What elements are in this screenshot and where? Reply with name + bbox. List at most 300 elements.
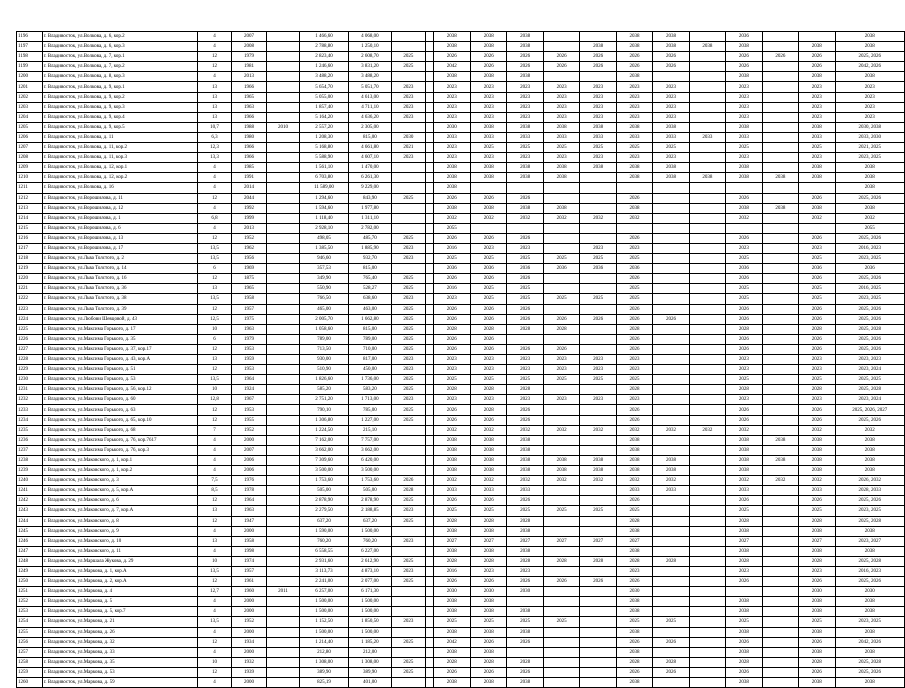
table-row bbox=[17, 122, 905, 132]
table-cell: 2038 bbox=[616, 607, 652, 617]
table-cell bbox=[425, 577, 433, 587]
table-cell: 2023 bbox=[799, 243, 835, 253]
table-cell bbox=[266, 294, 300, 304]
table-cell: 510,90 bbox=[300, 365, 348, 375]
table-cell: 2036 bbox=[726, 264, 762, 274]
table-cell: 212,80 bbox=[300, 647, 348, 657]
table-cell bbox=[543, 607, 579, 617]
table-cell bbox=[266, 425, 300, 435]
table-cell: 12 bbox=[197, 516, 231, 526]
table-cell: 1 385,50 bbox=[300, 243, 348, 253]
table-cell bbox=[653, 506, 689, 516]
row-number-cell: 1237 bbox=[17, 445, 43, 455]
table-cell bbox=[507, 597, 543, 607]
table-cell: 2025, 2026 bbox=[835, 667, 904, 677]
table-cell bbox=[425, 183, 433, 193]
table-cell bbox=[425, 637, 433, 647]
table-cell bbox=[689, 466, 725, 476]
table-cell bbox=[762, 385, 798, 395]
table-cell: 1957 bbox=[232, 566, 267, 576]
table-cell bbox=[507, 223, 543, 233]
table-cell: 2025 bbox=[392, 284, 426, 294]
table-cell bbox=[762, 153, 798, 163]
row-number-cell: 1222 bbox=[17, 294, 43, 304]
table-row bbox=[17, 425, 905, 435]
table-cell: 505,00 bbox=[348, 486, 391, 496]
table-cell: 2026 bbox=[726, 233, 762, 243]
table-cell: 2025 bbox=[726, 254, 762, 264]
table-cell: 2025 bbox=[392, 375, 426, 385]
table-cell bbox=[266, 143, 300, 153]
table-cell: 2038 bbox=[507, 466, 543, 476]
table-cell: 2038 bbox=[507, 42, 543, 52]
table-cell: 2026 bbox=[653, 314, 689, 324]
table-cell bbox=[425, 213, 433, 223]
table-cell bbox=[689, 122, 725, 132]
table-cell: 6 227,00 bbox=[348, 546, 391, 556]
table-cell: 2026 bbox=[470, 233, 506, 243]
table-cell: 2025 bbox=[580, 506, 616, 516]
table-cell: 2038 bbox=[762, 203, 798, 213]
table-cell: 2025 bbox=[580, 294, 616, 304]
table-row bbox=[17, 637, 905, 647]
table-cell: 12 bbox=[197, 193, 231, 203]
table-cell bbox=[425, 62, 433, 72]
address-cell: г. Владивосток, ул.Волкова, д. 9, кор.3 bbox=[42, 102, 197, 112]
table-cell: 2023 bbox=[392, 617, 426, 627]
table-cell: 2038 bbox=[433, 72, 470, 82]
table-cell bbox=[689, 334, 725, 344]
table-cell: 2026 bbox=[470, 274, 506, 284]
table-cell: 1979 bbox=[232, 334, 267, 344]
table-cell bbox=[266, 163, 300, 173]
table-cell: 2033 bbox=[726, 486, 762, 496]
table-cell: 2023, 2025 bbox=[835, 617, 904, 627]
table-cell: 2026 bbox=[726, 577, 762, 587]
table-cell bbox=[425, 122, 433, 132]
table-cell: 2025 bbox=[653, 143, 689, 153]
table-cell bbox=[580, 566, 616, 576]
table-row bbox=[17, 304, 905, 314]
table-cell: 2027 bbox=[726, 536, 762, 546]
table-cell bbox=[580, 546, 616, 556]
table-cell: 2038 bbox=[726, 42, 762, 52]
table-cell: 2042, 2026 bbox=[835, 637, 904, 647]
table-cell bbox=[425, 264, 433, 274]
table-cell: 2025 bbox=[392, 415, 426, 425]
table-cell: 2023 bbox=[392, 355, 426, 365]
table-cell: 2 751,20 bbox=[300, 395, 348, 405]
table-cell bbox=[266, 506, 300, 516]
table-cell bbox=[266, 264, 300, 274]
table-cell bbox=[425, 607, 433, 617]
table-cell bbox=[762, 143, 798, 153]
table-cell bbox=[266, 445, 300, 455]
table-cell: 2032 bbox=[835, 213, 904, 223]
table-cell bbox=[580, 627, 616, 637]
table-cell: 2000 bbox=[232, 597, 267, 607]
table-cell: 2038 bbox=[726, 546, 762, 556]
table-cell bbox=[392, 264, 426, 274]
row-number-cell: 1254 bbox=[17, 617, 43, 627]
table-cell bbox=[762, 193, 798, 203]
address-cell: г. Владивосток, ул.Маркова, д. 32 bbox=[42, 637, 197, 647]
table-cell bbox=[543, 526, 579, 536]
table-cell: 2023 bbox=[799, 566, 835, 576]
row-number-cell: 1197 bbox=[17, 42, 43, 52]
table-cell bbox=[392, 445, 426, 455]
table-cell bbox=[762, 536, 798, 546]
table-cell bbox=[425, 415, 433, 425]
table-cell: 2025 bbox=[470, 143, 506, 153]
table-cell: 2038 bbox=[543, 173, 579, 183]
table-cell: 1 753,60 bbox=[348, 476, 391, 486]
address-cell: г. Владивосток, ул.Волкова, д. 8, кор.3 bbox=[42, 72, 197, 82]
table-cell bbox=[689, 516, 725, 526]
table-cell: 2025, 2026 bbox=[835, 334, 904, 344]
table-cell: 6,8 bbox=[197, 213, 231, 223]
table-cell bbox=[392, 425, 426, 435]
table-cell: 4 613,00 bbox=[348, 92, 391, 102]
table-cell: 815,00 bbox=[348, 264, 391, 274]
table-cell: 2038 bbox=[433, 607, 470, 617]
table-cell bbox=[425, 173, 433, 183]
table-cell: 2028 bbox=[470, 657, 506, 667]
table-cell: 1966 bbox=[232, 143, 267, 153]
table-cell: 2026 bbox=[433, 667, 470, 677]
table-cell: 2036 bbox=[835, 264, 904, 274]
table-cell: 2023 bbox=[580, 365, 616, 375]
table-cell: 2025 bbox=[543, 506, 579, 516]
table-cell bbox=[762, 72, 798, 82]
table-cell: 789,00 bbox=[348, 334, 391, 344]
table-cell: 2023 bbox=[799, 153, 835, 163]
table-cell: 2033 bbox=[507, 132, 543, 142]
table-cell: 401,00 bbox=[348, 678, 391, 688]
table-cell: 2038 bbox=[835, 435, 904, 445]
table-cell bbox=[762, 637, 798, 647]
table-cell: 2038 bbox=[726, 466, 762, 476]
capital-repair-schedule-table bbox=[16, 31, 905, 688]
table-cell bbox=[543, 516, 579, 526]
table-cell: 2026, 2032 bbox=[835, 476, 904, 486]
table-cell: 1952 bbox=[232, 233, 267, 243]
table-cell: 2028 bbox=[433, 324, 470, 334]
table-cell: 498,05 bbox=[300, 233, 348, 243]
table-cell bbox=[580, 496, 616, 506]
table-cell: 2036 bbox=[507, 264, 543, 274]
table-cell: 2038 bbox=[835, 678, 904, 688]
row-number-cell: 1200 bbox=[17, 72, 43, 82]
table-cell bbox=[266, 466, 300, 476]
table-cell: 2038 bbox=[835, 42, 904, 52]
table-cell: 2025, 2026 bbox=[835, 304, 904, 314]
table-cell bbox=[689, 536, 725, 546]
table-cell: 2038 bbox=[616, 122, 652, 132]
table-cell: 2023 bbox=[392, 153, 426, 163]
table-cell: 2025 bbox=[507, 375, 543, 385]
table-cell: 2038 bbox=[470, 122, 506, 132]
table-cell: 930,00 bbox=[300, 355, 348, 365]
table-cell: 2026 bbox=[616, 405, 652, 415]
table-cell: 1966 bbox=[232, 82, 267, 92]
table-cell bbox=[689, 546, 725, 556]
table-cell bbox=[266, 526, 300, 536]
address-cell: г. Владивосток, ул.Маркова, д. 35 bbox=[42, 657, 197, 667]
table-cell bbox=[653, 526, 689, 536]
table-cell: 817,00 bbox=[348, 355, 391, 365]
table-cell bbox=[653, 405, 689, 415]
table-row bbox=[17, 143, 905, 153]
table-row bbox=[17, 223, 905, 233]
table-cell: 13,5 bbox=[197, 617, 231, 627]
address-cell: г. Владивосток, ул.Маршала Жукова, д. 29 bbox=[42, 556, 197, 566]
address-cell: г. Владивосток, ул.Льва Толстого, д. 14 bbox=[42, 264, 197, 274]
table-cell: 5 051,70 bbox=[348, 82, 391, 92]
table-cell bbox=[425, 425, 433, 435]
table-cell: 485,70 bbox=[348, 233, 391, 243]
table-cell: 1875 bbox=[232, 274, 267, 284]
table-cell: 4 bbox=[197, 72, 231, 82]
table-cell: 1 470,00 bbox=[348, 163, 391, 173]
table-cell: 2023 bbox=[799, 112, 835, 122]
table-cell: 2025 bbox=[726, 143, 762, 153]
table-cell bbox=[580, 284, 616, 294]
table-cell: 2026 bbox=[799, 334, 835, 344]
table-cell bbox=[392, 32, 426, 42]
table-cell bbox=[689, 324, 725, 334]
table-cell: 2028 bbox=[543, 556, 579, 566]
table-cell bbox=[580, 233, 616, 243]
table-cell: 1 885,90 bbox=[348, 243, 391, 253]
table-cell: 2023 bbox=[433, 112, 470, 122]
table-cell: 2025, 2026 bbox=[835, 415, 904, 425]
table-cell: 1966 bbox=[232, 112, 267, 122]
table-cell bbox=[507, 647, 543, 657]
table-cell: 2016 bbox=[433, 566, 470, 576]
row-number-cell: 1239 bbox=[17, 466, 43, 476]
table-cell: 6 420,00 bbox=[348, 455, 391, 465]
table-cell: 2032 bbox=[726, 476, 762, 486]
row-number-cell: 1243 bbox=[17, 506, 43, 516]
table-cell: 2023 bbox=[616, 355, 652, 365]
table-cell: 13 bbox=[197, 284, 231, 294]
table-cell bbox=[266, 566, 300, 576]
table-cell: 2038 bbox=[835, 546, 904, 556]
table-cell: 2023 bbox=[507, 102, 543, 112]
table-cell: 9 229,00 bbox=[348, 183, 391, 193]
table-cell bbox=[689, 647, 725, 657]
table-cell bbox=[543, 678, 579, 688]
table-cell bbox=[726, 587, 762, 597]
table-cell: 760,20 bbox=[348, 536, 391, 546]
table-cell: 2028 bbox=[726, 324, 762, 334]
table-cell bbox=[580, 193, 616, 203]
table-cell: 2033 bbox=[653, 132, 689, 142]
table-cell bbox=[266, 627, 300, 637]
table-cell bbox=[580, 173, 616, 183]
table-cell: 4 607,10 bbox=[348, 153, 391, 163]
table-cell: 1 662,80 bbox=[348, 314, 391, 324]
table-cell: 2032 bbox=[580, 213, 616, 223]
table-cell bbox=[762, 678, 798, 688]
table-cell bbox=[689, 365, 725, 375]
table-cell bbox=[689, 445, 725, 455]
table-cell: 2025 bbox=[616, 143, 652, 153]
table-cell bbox=[425, 324, 433, 334]
table-cell: 2028 bbox=[580, 556, 616, 566]
table-cell bbox=[470, 223, 506, 233]
table-cell: 2025 bbox=[470, 506, 506, 516]
table-cell: 2007 bbox=[232, 32, 267, 42]
table-cell bbox=[425, 112, 433, 122]
table-cell bbox=[689, 455, 725, 465]
table-cell: 2023 bbox=[653, 112, 689, 122]
table-cell bbox=[425, 355, 433, 365]
table-cell: 2023, 2025 bbox=[835, 294, 904, 304]
table-cell bbox=[266, 304, 300, 314]
table-row bbox=[17, 556, 905, 566]
table-cell: 2025 bbox=[799, 294, 835, 304]
address-cell: г. Владивосток, ул.Волкова, д. 6, кор.2 bbox=[42, 32, 197, 42]
table-cell: 2023 bbox=[470, 395, 506, 405]
table-cell: 2028 bbox=[470, 405, 506, 415]
table-cell bbox=[762, 132, 798, 142]
row-number-cell: 1196 bbox=[17, 32, 43, 42]
table-cell: 2025, 2026 bbox=[835, 496, 904, 506]
table-cell bbox=[425, 597, 433, 607]
table-cell bbox=[653, 647, 689, 657]
table-cell: 2023 bbox=[616, 153, 652, 163]
table-cell: 2038 bbox=[616, 455, 652, 465]
table-cell: 4 bbox=[197, 526, 231, 536]
table-cell: 2055 bbox=[433, 223, 470, 233]
table-cell: 2023 bbox=[616, 365, 652, 375]
table-cell: 2030 bbox=[507, 587, 543, 597]
table-cell: 4 bbox=[197, 163, 231, 173]
table-cell bbox=[653, 385, 689, 395]
table-cell bbox=[653, 415, 689, 425]
table-cell bbox=[653, 496, 689, 506]
row-number-cell: 1209 bbox=[17, 163, 43, 173]
table-cell bbox=[543, 334, 579, 344]
table-cell: 1965 bbox=[232, 284, 267, 294]
table-cell: 2030 bbox=[392, 132, 426, 142]
table-cell: 12 bbox=[197, 274, 231, 284]
table-cell: 2023 bbox=[543, 82, 579, 92]
table-cell: 2032 bbox=[543, 476, 579, 486]
table-cell: 2025 bbox=[507, 506, 543, 516]
table-cell: 825,19 bbox=[300, 678, 348, 688]
table-cell: 946,60 bbox=[300, 254, 348, 264]
table-row bbox=[17, 314, 905, 324]
table-cell: 2025 bbox=[392, 405, 426, 415]
table-cell: 7 757,00 bbox=[348, 435, 391, 445]
table-cell: 2025 bbox=[470, 254, 506, 264]
table-cell: 2023 bbox=[799, 365, 835, 375]
table-cell: 2026 bbox=[726, 274, 762, 284]
table-cell: 2038 bbox=[799, 122, 835, 132]
table-cell: 1992 bbox=[232, 203, 267, 213]
table-cell: 1958 bbox=[232, 294, 267, 304]
table-cell: 2025 bbox=[799, 506, 835, 516]
table-cell bbox=[266, 657, 300, 667]
table-cell: 13,5 bbox=[197, 254, 231, 264]
table-cell: 2038 bbox=[433, 678, 470, 688]
table-cell: 2023 bbox=[835, 102, 904, 112]
table-cell: 2038 bbox=[470, 435, 506, 445]
table-cell: 1952 bbox=[232, 617, 267, 627]
table-cell: 2026 bbox=[507, 405, 543, 415]
table-cell bbox=[392, 72, 426, 82]
table-cell: 2023 bbox=[726, 355, 762, 365]
table-cell: 2038 bbox=[543, 122, 579, 132]
table-cell: 2023 bbox=[616, 92, 652, 102]
table-cell: 2027 bbox=[507, 536, 543, 546]
table-cell: 13,5 bbox=[197, 566, 231, 576]
table-cell bbox=[653, 304, 689, 314]
table-cell: 2033 bbox=[507, 486, 543, 496]
table-cell: 2038 bbox=[543, 163, 579, 173]
table-cell: 2025 bbox=[616, 375, 652, 385]
table-cell bbox=[425, 385, 433, 395]
table-cell: 2023 bbox=[392, 92, 426, 102]
table-cell: 2033 bbox=[689, 132, 725, 142]
table-cell: 2038 bbox=[507, 72, 543, 82]
table-cell: 2026 bbox=[653, 62, 689, 72]
row-number-cell: 1241 bbox=[17, 486, 43, 496]
table-cell: 2038 bbox=[799, 42, 835, 52]
table-cell: 2023 bbox=[543, 92, 579, 102]
table-cell: 2038 bbox=[726, 435, 762, 445]
table-cell: 2023 bbox=[543, 355, 579, 365]
table-cell bbox=[392, 163, 426, 173]
table-cell bbox=[580, 667, 616, 677]
table-cell bbox=[266, 243, 300, 253]
table-row bbox=[17, 173, 905, 183]
table-cell: 3 488,20 bbox=[348, 72, 391, 82]
table-cell: 2026 bbox=[433, 334, 470, 344]
table-cell: 2036 bbox=[470, 264, 506, 274]
table-cell: 1958 bbox=[232, 536, 267, 546]
table-cell: 7 309,60 bbox=[300, 455, 348, 465]
table-cell: 1 850,50 bbox=[348, 617, 391, 627]
table-cell bbox=[762, 496, 798, 506]
address-cell: г. Владивосток, ул.Волкова, д. 9, кор.1 bbox=[42, 82, 197, 92]
table-cell: 2026 bbox=[799, 577, 835, 587]
table-cell: 13 bbox=[197, 92, 231, 102]
table-cell bbox=[653, 355, 689, 365]
table-cell: 2026 bbox=[543, 577, 579, 587]
table-cell bbox=[543, 193, 579, 203]
table-cell bbox=[266, 92, 300, 102]
table-cell: 1 308,00 bbox=[348, 657, 391, 667]
table-cell: 1 826,60 bbox=[300, 375, 348, 385]
table-cell: 2023 bbox=[470, 243, 506, 253]
table-cell: 2013 bbox=[232, 223, 267, 233]
table-cell: 463,00 bbox=[348, 304, 391, 314]
table-cell: 2038 bbox=[580, 122, 616, 132]
table-cell: 2038 bbox=[616, 72, 652, 82]
address-cell: г. Владивосток, ул.Волкова, д. 11 bbox=[42, 132, 197, 142]
table-cell bbox=[762, 355, 798, 365]
table-cell: 2016, 2023 bbox=[835, 566, 904, 576]
table-cell: 2023 bbox=[507, 112, 543, 122]
table-cell: 2038 bbox=[616, 597, 652, 607]
table-cell: 2023 bbox=[799, 92, 835, 102]
table-cell: 2028 bbox=[543, 324, 579, 334]
table-cell: 2025 bbox=[470, 375, 506, 385]
